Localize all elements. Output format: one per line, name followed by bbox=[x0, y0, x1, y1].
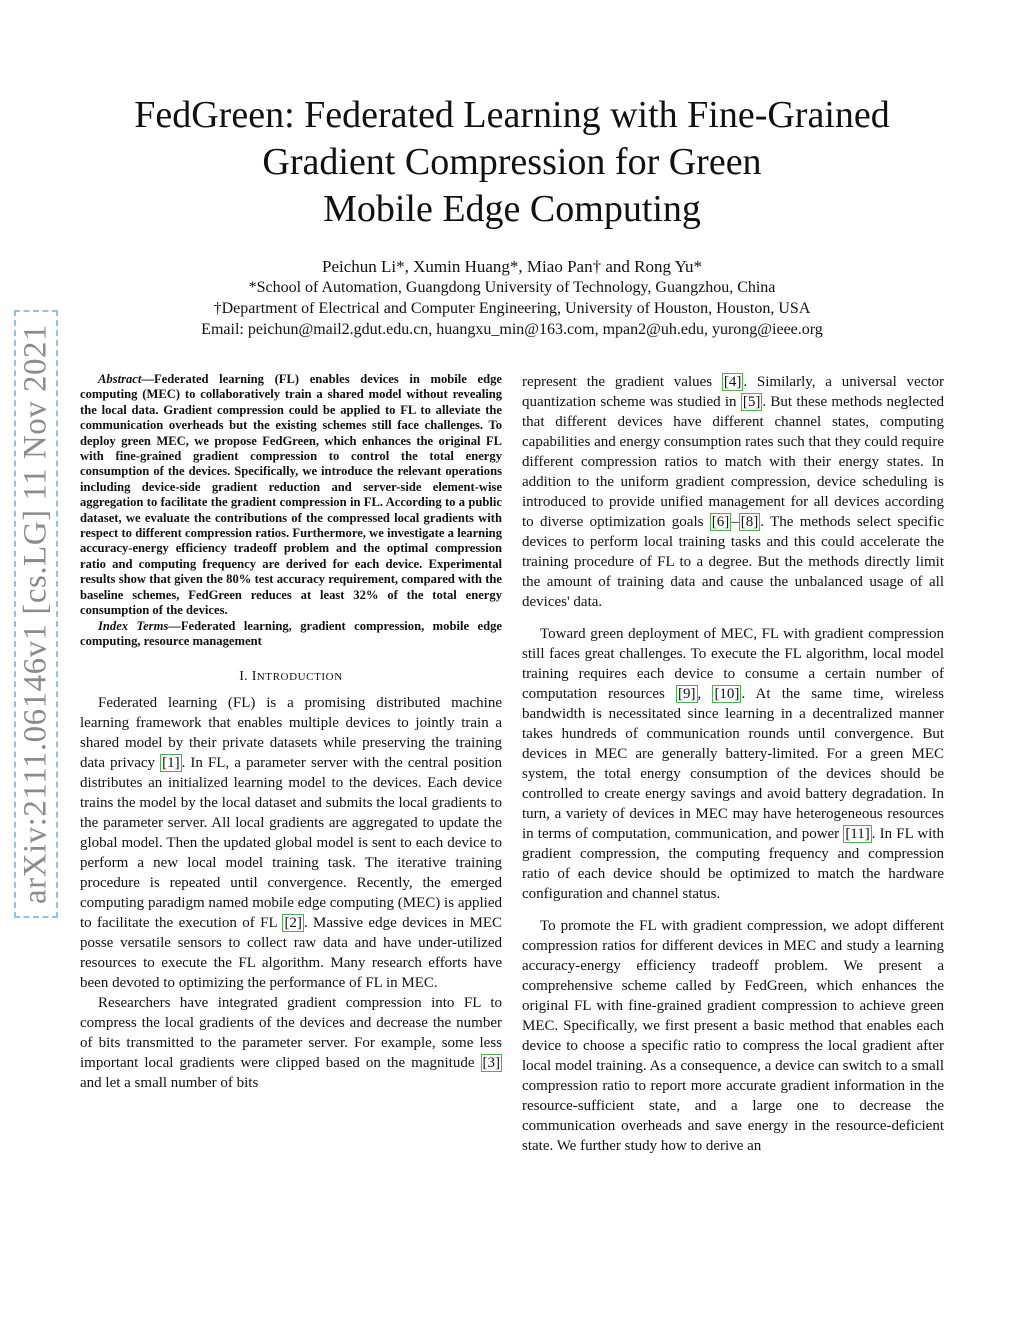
affiliation-1: *School of Automation, Guangdong University of Technology, Guangzhou, China bbox=[248, 279, 776, 296]
intro-paragraph-2: Researchers have integrated gradient compression into FL to compress the local gradients of the devices and decrease the number of bits transmitted to the parameter server. For example, some less important local gradients were clipped based on the magnitude [3] and let a small number of bits bbox=[80, 995, 502, 1092]
intro-paragraph-4: To promote the FL with gradient compression, we adopt different compression ratios for different devices in MEC and study a learning accuracy-energy efficiency tradeoff problem. We present a comprehensive scheme called by FedGreen, which enhances the original FL with fine-grained gradient compression to achieve green MEC. Specifically, we first present a basic method that enables each device to choose a specific ratio to compress the local gradient after local model training. As a consequence, a device can switch to a small compression ratio to report more accurate gradient information in the resource-sufficient state, and a large one to decrease the communication overheads and save energy in the resource-deficient state. We further study how to derive an bbox=[522, 918, 944, 1154]
right-column bbox=[522, 372, 944, 1156]
left-column bbox=[80, 372, 502, 1093]
citation-link[interactable]: [9] bbox=[678, 686, 696, 702]
intro-paragraph-2-cont: represent the gradient values [4] . Similarly, a universal vector quantization scheme was studied in [5] . But these methods neglected that different devices have different channel states, computing capabilities and energy consumption rates such that they could require different compression ratios to match with their energy states. In addition to the uniform gradient compression, device scheduling is introduced to provide unified management for all devices according to diverse optimization goals [6] – [8] . The methods select specific devices to perform local training tasks and this could accelerate the training procedure of FL to a degree. But the methods directly limit the amount of training data and cause the unbalanced usage of all devices' data. bbox=[522, 374, 945, 610]
author-emails: Email: peichun@mail2.gdut.edu.cn, huangxu_min@163.com, mpan2@uh.edu, yurong@ieee.org bbox=[201, 321, 823, 338]
affiliation-2: †Department of Electrical and Computer Engineering, University of Houston, Houston, USA bbox=[213, 300, 811, 317]
citation-link[interactable]: [4] bbox=[723, 374, 742, 390]
citation-link[interactable]: [8] bbox=[740, 514, 759, 530]
abstract-label: Abstract bbox=[98, 372, 142, 386]
index-terms-text: —Federated learning, gradient compression, mobile edge computing, resource management bbox=[80, 618, 502, 648]
citation-link[interactable]: [3] bbox=[482, 1055, 500, 1072]
title-line-2: Gradient Compression for Green bbox=[262, 141, 762, 183]
citation-link[interactable]: [6] bbox=[711, 514, 730, 530]
citation-link[interactable]: [1] bbox=[162, 755, 180, 772]
abstract-text: —Federated learning (FL) enables devices in mobile edge computing (MEC) to collaboratively train a shared model without revealing the local data. Gradient compression could be applied to FL to alleviate the communication overheads but the existing schemes still face challenges. To deploy green MEC, we propose FedGreen, which enhances the original FL with fine-grained gradient compression to control the total energy consumption of the devices. Specifically, we introduce the relevant operations including device-side gradient reduction and server-side element-wise aggregation to facilitate the gradient compression in FL. According to a public dataset, we evaluate the contributions of the compressed local gradients with respect to different compression ratios. Furthermore, we investigate a learning accuracy-energy efficiency tradeoff problem and the optimal compression ratio and computing frequency are derived for each device. Experimental results show that given the 80% test accuracy requirement, compared with the baseline schemes, FedGreen reduces at least 32% of the total energy consumption of the devices. bbox=[80, 372, 502, 618]
title-line-3: Mobile Edge Computing bbox=[323, 188, 701, 230]
citation-link[interactable]: [2] bbox=[284, 915, 302, 932]
title-line-1: FedGreen: Federated Learning with Fine-Grained bbox=[134, 94, 890, 136]
paper-title bbox=[80, 92, 944, 233]
author-names: Peichun Li*, Xumin Huang*, Miao Pan† and Rong Yu* bbox=[322, 257, 702, 276]
author-block bbox=[80, 256, 944, 340]
arxiv-id: arXiv:2111.06146v1 [cs.LG] 11 Nov 2021 bbox=[17, 324, 54, 904]
intro-paragraph-1: Federated learning (FL) is a promising distributed machine learning framework that enables multiple devices to jointly train a shared model by their private datasets while preserving the training data privacy [1] . In FL, a parameter server with the central position distributes an initialized learning model to the devices. Each device trains the model by the local dataset and submits the local gradients to the parameter server. All local gradients are aggregated to update the global model. Then the updated global model is sent to each device to perform a new local model training task. The iterative training procedure is repeated until convergence. Recently, the emerged computing paradigm named mobile edge computing (MEC) is applied to facilitate the execution of FL [2] . Massive edge devices in MEC posse versatile sensors to collect raw data and have under-utilized resources to execute the FL algorithm. Many research efforts have been devoted to optimizing the performance of FL in MEC. bbox=[80, 695, 502, 992]
arxiv-watermark bbox=[14, 310, 58, 918]
citation-link[interactable]: [11] bbox=[845, 826, 870, 842]
abstract bbox=[80, 372, 502, 619]
intro-paragraph-3: Toward green deployment of MEC, FL with gradient compression still faces great challenges. To execute the FL algorithm, local model training requires each device to consume a certain number of computation resources [9] , [10] . At the same time, wireless bandwidth is necessitated since learning in a decentralized manner takes hundreds of communication rounds until convergence. But devices in MEC are generally battery-limited. For a green MEC system, the total energy consumption of the devices should be controlled to create energy savings and avoid battery degradation. In turn, a variety of devices in MEC may have heterogeneous resources in terms of computation, communication, and power [11] . In FL with gradient compression, the computing frequency and compression ratio of each device should be optimized to match the hardware configuration and channel status. bbox=[522, 626, 944, 902]
section-heading-introduction: I. INTRODUCTION bbox=[239, 669, 343, 685]
citation-link[interactable]: [5] bbox=[742, 394, 761, 410]
citation-link[interactable]: [10] bbox=[714, 686, 740, 702]
index-terms bbox=[80, 619, 502, 650]
index-terms-label: Index Terms bbox=[98, 618, 169, 633]
